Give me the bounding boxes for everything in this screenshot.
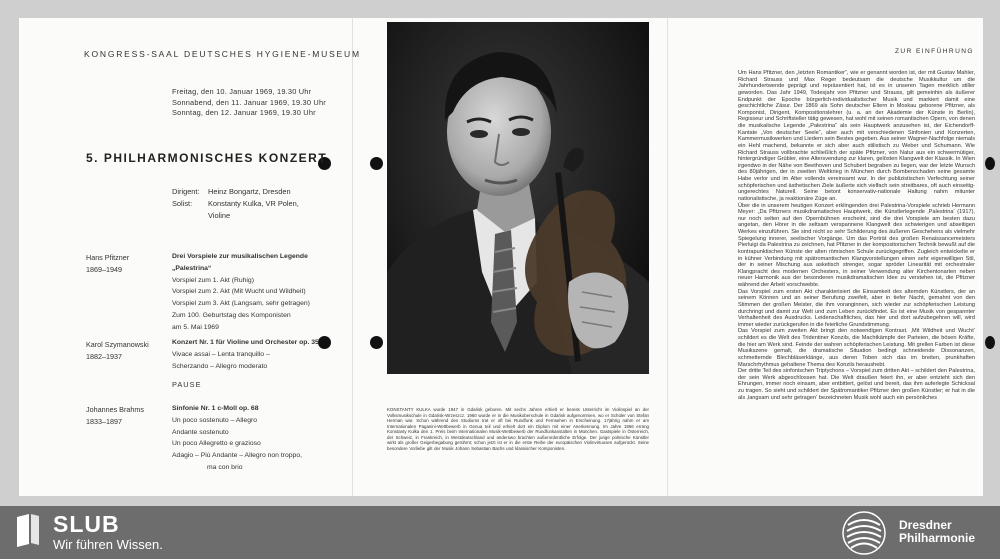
date-line: Freitag, den 10. Januar 1969, 19.30 Uhr: [172, 87, 312, 96]
paragraph: Über die in unserem heutigen Konzert erklingenden drei Palestrina-Vorspiele schrieb Hermann Meyer: „Da Pfitzners musikdramatisches Hauptwerk, die Künstlerlegende ‚Palestrina‘ (1917), nur noch selten auf den Opernbühnen erscheint, sind die drei Vorspiele am besten dazu angetan, den Hörer in die seltsam verspannene Klangwelt des schwierigen und abseitigen Werkes einzuführen. Sie sind nicht so sehr Schilderung des äußeren Geschehens als vielmehr Spiegelung innerer, seelischer Vorgänge. Um das Porträt des großen Renaissancemeisters Pierluigi da Palestrina zu zeichnen, hat Pfitzner in der kompositorischen Technik bewußt auf die kontrapunktischen Künste der alten römischen Schule zurückgegriffen. Zugleich entwickelte er in kühner Verbindung mit spätromantischen Klangvorstellungen einen sehr eigenwilligen Stil, der in seiner Mischung aus asketisch strenger, sogar spröder Linearität mit orchestraler Klangpracht des modernen Orchesters, in seiner Verwendung alter Kirchentonarten neben neuer Harmonik aus der besonderen musikdramatischen Idee zu verstehen ist, die Pfitzner während der Arbeit vorschwebte.: [738, 202, 975, 288]
work-subtitle: „Palestrina“: [172, 264, 212, 272]
work-title: Konzert Nr. 1 für Violine und Orchester op. 35: [172, 339, 319, 346]
movement-line: Un poco Allegretto e grazioso: [172, 440, 261, 448]
paragraph: Der dritte Teil des sinfonischen Triptychons – Vorspiel zum dritten Akt – schildert den Palestrina, der sein Werk abgeschlossen hat. Die Welt draußen feiert ihn, er aber entzieht sich den Ehrungen, immer noch einsam, aber entbittert, gelöst und bereit, das ihm auferlegte Schicksal zu tragen. So sieht und schildert der Spätromantiker Pfitzner den großen Künstler; er hat in die als ‚langsam und sehr getragen‘ bezeichneten Musik wohl auch ein persönliches: [738, 368, 975, 401]
dresdner-philharmonie-logo-icon: [842, 511, 886, 555]
composer-entry: [86, 404, 144, 428]
date-line: Sonntag, den 12. Januar 1969, 19.30 Uhr: [172, 108, 316, 117]
work-entry: [172, 251, 310, 334]
movement-line: Vorspiel zum 2. Akt (Mit Wucht und Wildheit): [172, 288, 306, 296]
punch-hole: [985, 157, 995, 170]
paragraph: Das Vorspiel zum ersten Akt charakterisiert die Einsamkeit des alternden Künstlers, der an seinem Können und an seiner Berufung zweifelt, aber in tiefer Nacht, gemahnt von den Stimmen der großen Meister, die ihm voranginnen, sich wieder zur schöpferischen Leistung durchringt und damit zur Welt und zum Leben zurückfindet. Es ist eine Musik von gespannter Verhaltenheit des Ausdrucks. Leidenschaftliches, das hier und dort aufzubegehren will, wird immer wieder zurückgerufen in die feierliche Grundstimmung.: [738, 288, 975, 328]
punch-hole: [370, 336, 383, 349]
work-entry: [172, 403, 302, 474]
movement-line: Andante sostenuto: [172, 428, 229, 436]
movement-line: Un poco sostenuto – Allegro: [172, 416, 258, 424]
venue-heading: KONGRESS-SAAL DEUTSCHES HYGIENE-MUSEUM: [84, 49, 361, 59]
fold-line: [667, 18, 668, 496]
movement-line: Vorspiel zum 1. Akt (Ruhig): [172, 276, 254, 284]
soloist-biography: KONSTANTY KULKA wurde 1947 in Gdańsk geboren. Mit sechs Jahren erhielt er bereits Unterricht im Violinspiel an der Volksmusikschule in Gdańsk-Wrzeszcz. 1960 wurde er in die Musikoberschule in Gdańsk aufgenommen, wo er Schüler von Stefan Herman war. Schon während des Studiums trat er oft bei Rundfunk und Fernsehen in Erscheinung. 17jährig nahm er am Internationalen Paganini-Wettbewerb in Genua teil und erhielt dort ein Diplom mit einer Anerkennung. Im Jahre 1966 errang Konstanty Kulka den 1. Preis beim Internationalen Musik-Wettbewerb der Rundfunkanstalten in München. Gastspiele in Österreich, der Schweiz, in Frankreich, in Westdeutschland und anderswo brachten außerordentliche Erfolge. Der junge polnische Künstler wirkt als großer Geigerbegabung gerühmt; schon jetzt ist er in die erste Reihe der europäischen Violinvirtuosen aufgerückt. Seine besondere Vorliebe gilt der Musik Johann Sebastian Bachs und klassischer Komponisten.: [387, 407, 649, 451]
composer-entry: [86, 339, 149, 363]
composer-years: 1869–1949: [86, 265, 122, 274]
composer-years: 1833–1897: [86, 417, 122, 426]
punch-hole: [318, 336, 331, 349]
introduction-heading: ZUR EINFÜHRUNG: [895, 48, 974, 55]
concert-dates: [172, 87, 326, 119]
movement-line: Adagio – Più Andante – Allegro non troppo,: [172, 452, 302, 460]
movement-line: ma con brio: [207, 463, 243, 471]
slub-logo-icon: [15, 514, 41, 548]
paragraph: Das Vorspiel zum zweiten Akt bringt den notwendigen Kontrast. ‚Mit Wildheit und Wucht‘ schildert es die Welt des Tridentiner Konzils, die Machtkämpfe der Parteien, die bösen Kräfte, die hier am Werk sind. Feinde der wahren schöpferischen Leistung. Mit grellen Farben ist diese Musikszene gemalt, die dramatische Situation bedingt schneidende Dissonanzen, schmetternde Blechbläserklänge, aus deren Toben sich das im breiten, prunkhaften Marschrhythmus gehaltene Thema des Konzils heraushebt.: [738, 328, 975, 368]
anniversary-note: am 5. Mai 1969: [172, 323, 219, 331]
slub-name: SLUB: [53, 511, 120, 537]
violinist-portrait: [387, 22, 649, 374]
fold-line: [352, 18, 353, 496]
work-entry: [172, 337, 319, 372]
composer-name: Karol Szymanowski: [86, 340, 149, 349]
partner-name-line: Philharmonie: [899, 531, 976, 545]
soloist-label: Solist:: [172, 198, 193, 208]
soloist-instrument: Violine: [208, 210, 231, 220]
composer-name: Johannes Brahms: [86, 405, 144, 414]
soloist-photo: [387, 22, 649, 374]
date-line: Sonnabend, den 11. Januar 1969, 19.30 Uhr: [172, 97, 326, 107]
punch-hole: [370, 157, 383, 170]
work-title: Sinfonie Nr. 1 c-Moll op. 68: [172, 405, 259, 412]
movement-line: Vivace assai – Lenta tranquillo –: [172, 350, 270, 358]
introduction-text: [738, 70, 975, 478]
composer-name: Hans Pfitzner: [86, 253, 130, 262]
partner-name: [899, 519, 975, 545]
work-title: Drei Vorspiele zur musikalischen Legende: [172, 253, 308, 260]
composer-entry: [86, 252, 129, 276]
intermission-label: PAUSE: [172, 380, 202, 389]
movement-line: Scherzando – Allegro moderato: [172, 362, 268, 370]
slub-tagline: Wir führen Wissen.: [53, 537, 163, 552]
conductor-label: Dirigent:: [172, 187, 200, 196]
movement-line: Vorspiel zum 3. Akt (Langsam, sehr getragen): [172, 300, 310, 308]
paragraph: Um Hans Pfitzner, den „letzten Romantiker“, wie er genannt worden ist, der mit Gustav Mahler, Richard Strauss und Max Reger bedeutsam die deutsche Musikkultur um die Jahrhundertwende geprägt und repräsentiert hat, ist es in unseren Tagen merklich stiller geworden. Das Jahr 1949, Todesjahr von Pfitzner und Strauss, gilt gemeinhin als äußerer Endpunkt der Epoche bürgerlich-individualistischer Musik und markiert damit eine geschichtliche Zäsur. Der 1869 als Sohn deutscher Eltern in Moskau geborene Pfitzner, als Komponist, Dirigent, Kompositionslehrer (u. a. an der Akademie der Künste in Berlin), Regisseur und Schriftsteller tätig gewesen, hat wohl mit seinen romantischen Opern, von denen die musikalische Legende „Palestrina“ als sein Hauptwerk anzusehen ist, der Eichendorff-Kantate „Von deutscher Seele“, aber auch mit verschiedenen Sinfonien und Konzerten, Kammermusikwerken und Liedern sein Bestes gegeben. Aus seiner Wagner-Nachfolge niemals ein Hehl machend, bekannte er sich aber auch stilistisch zu Weber und Schumann. Wie Richard Strauss vollbrachte schließlich der späte Pfitzner, von Natur aus ein schwermütiger, hintergründiger Grübler, eine Altersvendung zur klaren, gelösten Klangwelt der Klassik. In Wien irgendwo in der Nähe von Beethoven und Schubert begraben zu liegen, war der letzte Wunsch des 80jährigen, der in zweiten Weltkrieg in München durch Bombenschaden seine gesamte Habe verlor und im Alter vollends vereinsamt war. In der publizistischen Verfechtung seiner schöpferischen und ästhetischen Ziele äußerte sich vielfach sein streitbares, oft auch einseitig-ungerechtes Naturell. Seine betont konservativ-nationale Haltung nahm mitunter nationalistische, ja reaktionäre Züge an.: [738, 70, 975, 202]
soloist-name: Konstanty Kulka, VR Polen,: [208, 198, 299, 208]
composer-years: 1882–1937: [86, 352, 122, 361]
partner-name-line: Dresdner: [899, 518, 952, 532]
performers: [172, 186, 299, 221]
punch-hole: [985, 336, 995, 349]
anniversary-note: Zum 100. Geburtstag des Komponisten: [172, 311, 291, 319]
concert-title: 5. PHILHARMONISCHES KONZERT: [86, 151, 328, 165]
conductor-name: Heinz Bongartz, Dresden: [208, 187, 291, 196]
